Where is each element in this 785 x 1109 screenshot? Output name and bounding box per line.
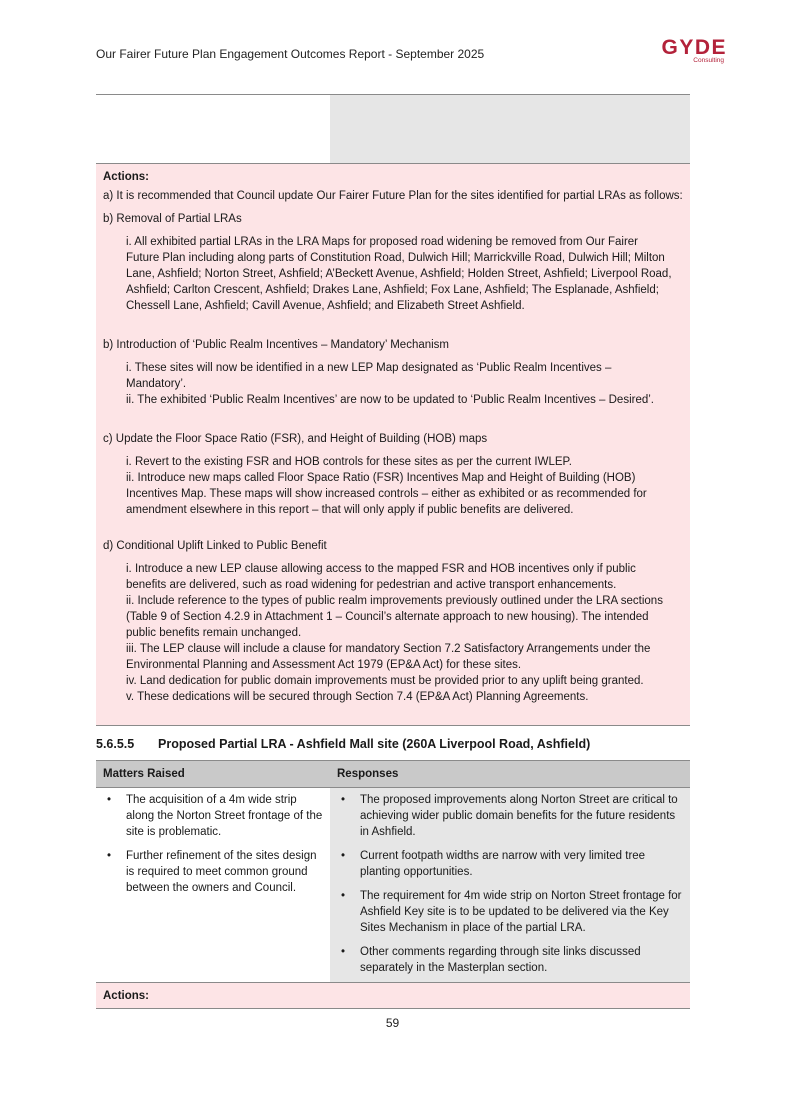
list-item: • The proposed improvements along Norton Street are critical to achieving wider public domain benefits for the future residents in Ashfield. [337,792,683,840]
actions-box [96,164,690,725]
list-item: • Further refinement of the sites design is required to meet common ground between the owners and Council. [103,848,323,896]
table-header-row [96,761,690,788]
section-title: Proposed Partial LRA - Ashfield Mall site (260A Liverpool Road, Ashfield) [158,737,591,751]
section-heading [96,737,590,751]
logo-subtitle: Consulting [693,57,724,64]
section-number: 5.6.5.5 [96,737,135,751]
table-row [96,788,690,983]
col-header-responses: Responses [330,761,690,788]
matters-cell [96,788,330,983]
list-item: • Current footpath widths are narrow with very limited tree planting opportunities. [337,848,683,880]
actions-heading: Actions: [103,171,149,183]
responses-list [337,792,683,976]
actions-row [96,983,690,1009]
gyde-logo [637,38,727,64]
actions-label: Actions: [96,983,690,1009]
c-item-ii: ii. Introduce new maps called Floor Space Ratio (FSR) Incentives Map and Height of Building (HOB) Incentives Map. These maps will show increased controls – either as exhibited or as recommended for amendment elsewhere in this report – that will only apply if public benefits are delivered. [126,472,647,516]
d-item-i: i. Introduce a new LEP clause allowing access to the mapped FSR and HOB incentives only if public benefits are delivered, such as road widening for pedestrian and active transport enhancements. [126,563,636,591]
matters-list [103,792,323,896]
page-number: 59 [385,1016,400,1030]
b2-item-i: i. These sites will now be identified in a new LEP Map designated as ‘Public Realm Incentives – Mandatory’. [126,362,612,390]
divider [96,725,690,726]
previous-table-cell [330,95,690,163]
list-item: • The acquisition of a 4m wide strip along the Norton Street frontage of the site is problematic. [103,792,323,840]
c-item-i: i. Revert to the existing FSR and HOB controls for these sites as per the current IWLEP. [126,456,572,468]
actions-intro: a) It is recommended that Council update Our Fairer Future Plan for the sites identified for partial LRAs as follows: [103,190,683,202]
matters-responses-table [96,760,690,1009]
c-title: c) Update the Floor Space Ratio (FSR), and Height of Building (HOB) maps [103,433,488,445]
d-item-v: v. These dedications will be secured through Section 7.4 (EP&A Act) Planning Agreements. [126,691,589,703]
report-title: Our Fairer Future Plan Engagement Outcomes Report - September 2025 [96,47,485,61]
d-title: d) Conditional Uplift Linked to Public Benefit [103,540,327,552]
list-item: • Other comments regarding through site links discussed separately in the Masterplan section. [337,944,683,976]
b1-title: b) Removal of Partial LRAs [103,213,242,225]
logo-wordmark: GYDE [661,36,727,59]
b1-item-i: i. All exhibited partial LRAs in the LRA Maps for proposed road widening be removed from Our Fairer Future Plan including along parts of Constitution Road, Dulwich Hill; Marrickville Road, Dulwich Hill; Milton Lane, Ashfield; Norton Street, Ashfield; A’Beckett Avenue, Ashfield; Holden Street, Ashfield; Liverpool Road, Ashfield; Carlton Crescent, Ashfield; Drakes Lane, Ashfield; Fox Lane, Ashfield; The Esplanade, Ashfield; Chessell Lane, Ashfield; Cavill Avenue, Ashfield; and Elizabeth Street Ashfield. [126,236,672,312]
b2-item-ii: ii. The exhibited ‘Public Realm Incentives’ are now to be updated to ‘Public Realm Incentives – Desired’. [126,394,655,406]
d-item-iv: iv. Land dedication for public domain improvements must be provided prior to any uplift being granted. [126,675,644,687]
responses-cell [330,788,690,983]
list-item: • The requirement for 4m wide strip on Norton Street frontage for Ashfield Key site is to be updated to be delivered via the Key Sites Mechanism in place of the partial LRA. [337,888,683,936]
d-item-ii: ii. Include reference to the types of public realm improvements previously outlined under the LRA sections (Table 9 of Section 4.2.9 in Attachment 1 – Council’s alternate approach to new housing). The intended public benefits remain unchanged. [126,595,663,639]
d-item-iii: iii. The LEP clause will include a clause for mandatory Section 7.2 Satisfactory Arrangements under the Environmental Planning and Assessment Act 1979 (EP&A Act) for these sites. [126,643,651,671]
col-header-matters: Matters Raised [96,761,330,788]
b2-title: b) Introduction of ‘Public Realm Incentives – Mandatory’ Mechanism [103,339,450,351]
